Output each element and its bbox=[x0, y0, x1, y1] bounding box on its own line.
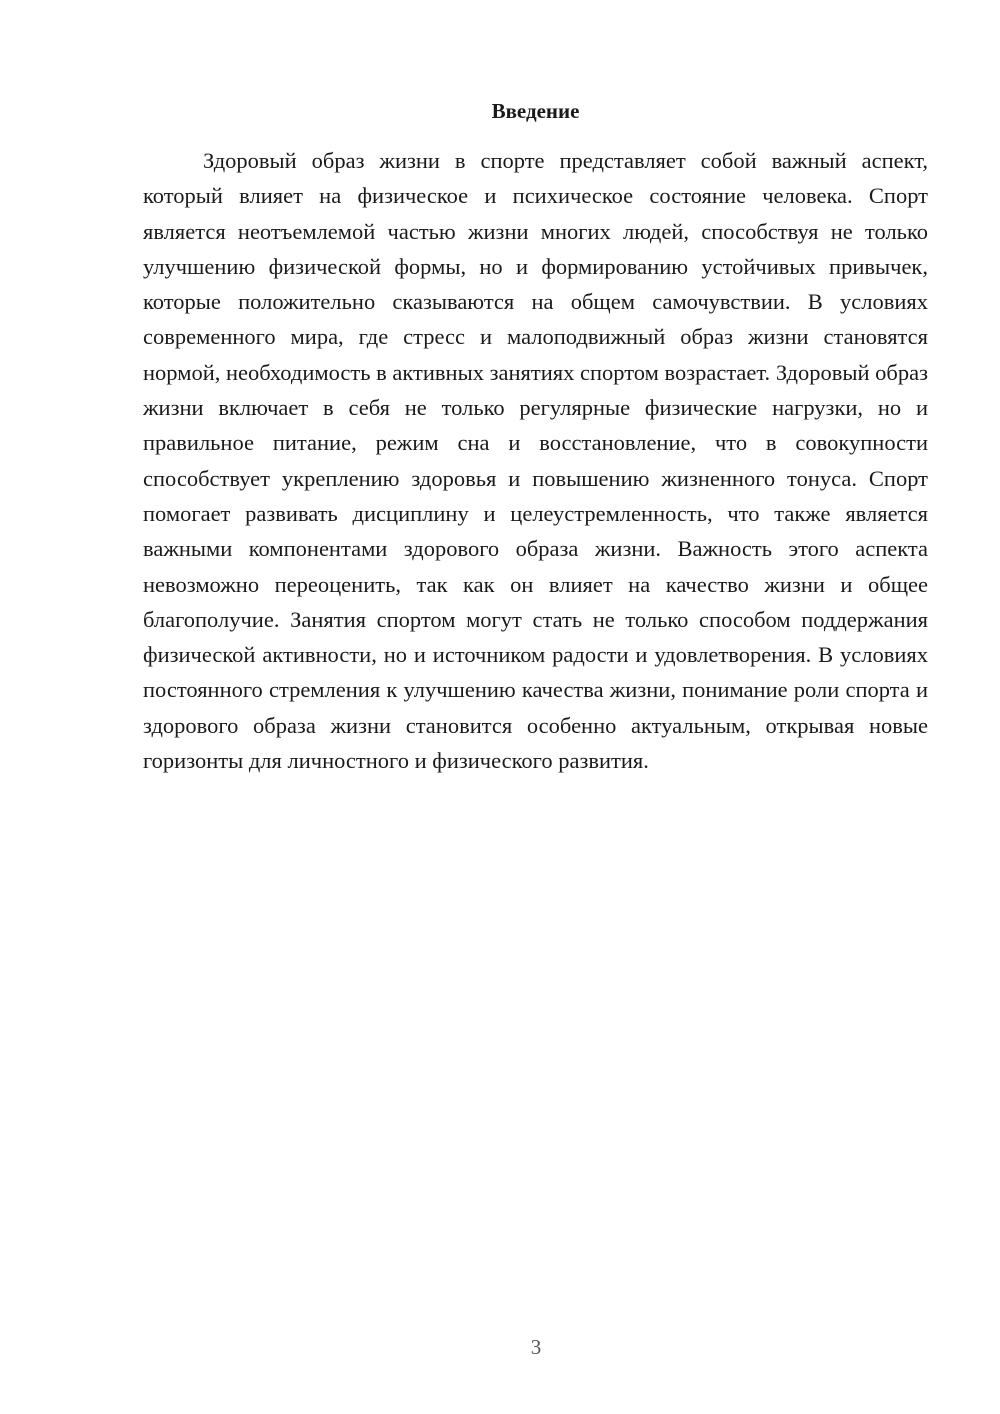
body-paragraph: Здоровый образ жизни в спорте представляет собой важный аспект, который влияет на физическое и психическое состояние человека. Спорт является неотъемлемой частью жизни многих людей, способствуя не только улучшению физической формы, но и формированию устойчивых привычек, которые положительно сказываются на общем самочувствии. В условиях современного мира, где стресс и малоподвижный образ жизни становятся нормой, необходимость в активных занятиях спортом возрастает. Здоровый образ жизни включает в себя не только регулярные физические нагрузки, но и правильное питание, режим сна и восстановление, что в совокупности способствует укреплению здоровья и повышению жизненного тонуса. Спорт помогает развивать дисциплину и целеустремленность, что также является важными компонентами здорового образа жизни. Важность этого аспекта невозможно переоценить, так как он влияет на качество жизни и общее благополучие. Занятия спортом могут стать не только способом поддержания физической активности, но и источником радости и удовлетворения. В условиях постоянного стремления к улучшению качества жизни, понимание роли спорта и здорового образа жизни становится особенно актуальным, открывая новые горизонты для личностного и физического развития. bbox=[143, 148, 928, 774]
page-number: 3 bbox=[530, 1335, 542, 1359]
section-heading: Введение bbox=[491, 99, 580, 123]
